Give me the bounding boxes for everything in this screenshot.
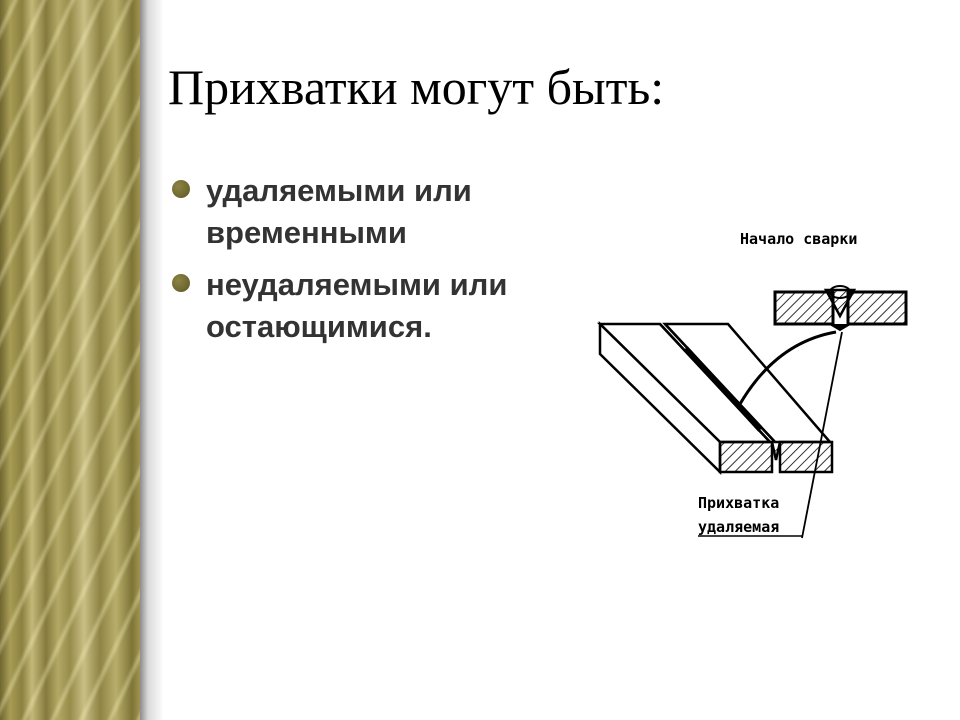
- slide-title: Прихватки могут быть:: [168, 59, 665, 115]
- top-cross-section: [775, 286, 906, 330]
- label-tack-line2: удаляемая: [698, 518, 780, 536]
- bullet-dot-icon: [172, 274, 190, 292]
- label-weld-start: Начало сварки: [740, 230, 858, 248]
- decorative-sidebar: [0, 0, 140, 720]
- bullet-list: [170, 170, 590, 358]
- bullet-dot-icon: [172, 180, 190, 198]
- bullet-text: неудаляемыми или остающимися.: [206, 267, 508, 344]
- bullet-item: [170, 170, 590, 254]
- bullet-text: удаляемыми или временными: [206, 173, 472, 250]
- tack-weld-diagram: [590, 220, 920, 550]
- bullet-item: [170, 264, 590, 348]
- label-tack-line1: Прихватка: [698, 494, 780, 512]
- sidebar-shadow: [140, 0, 164, 720]
